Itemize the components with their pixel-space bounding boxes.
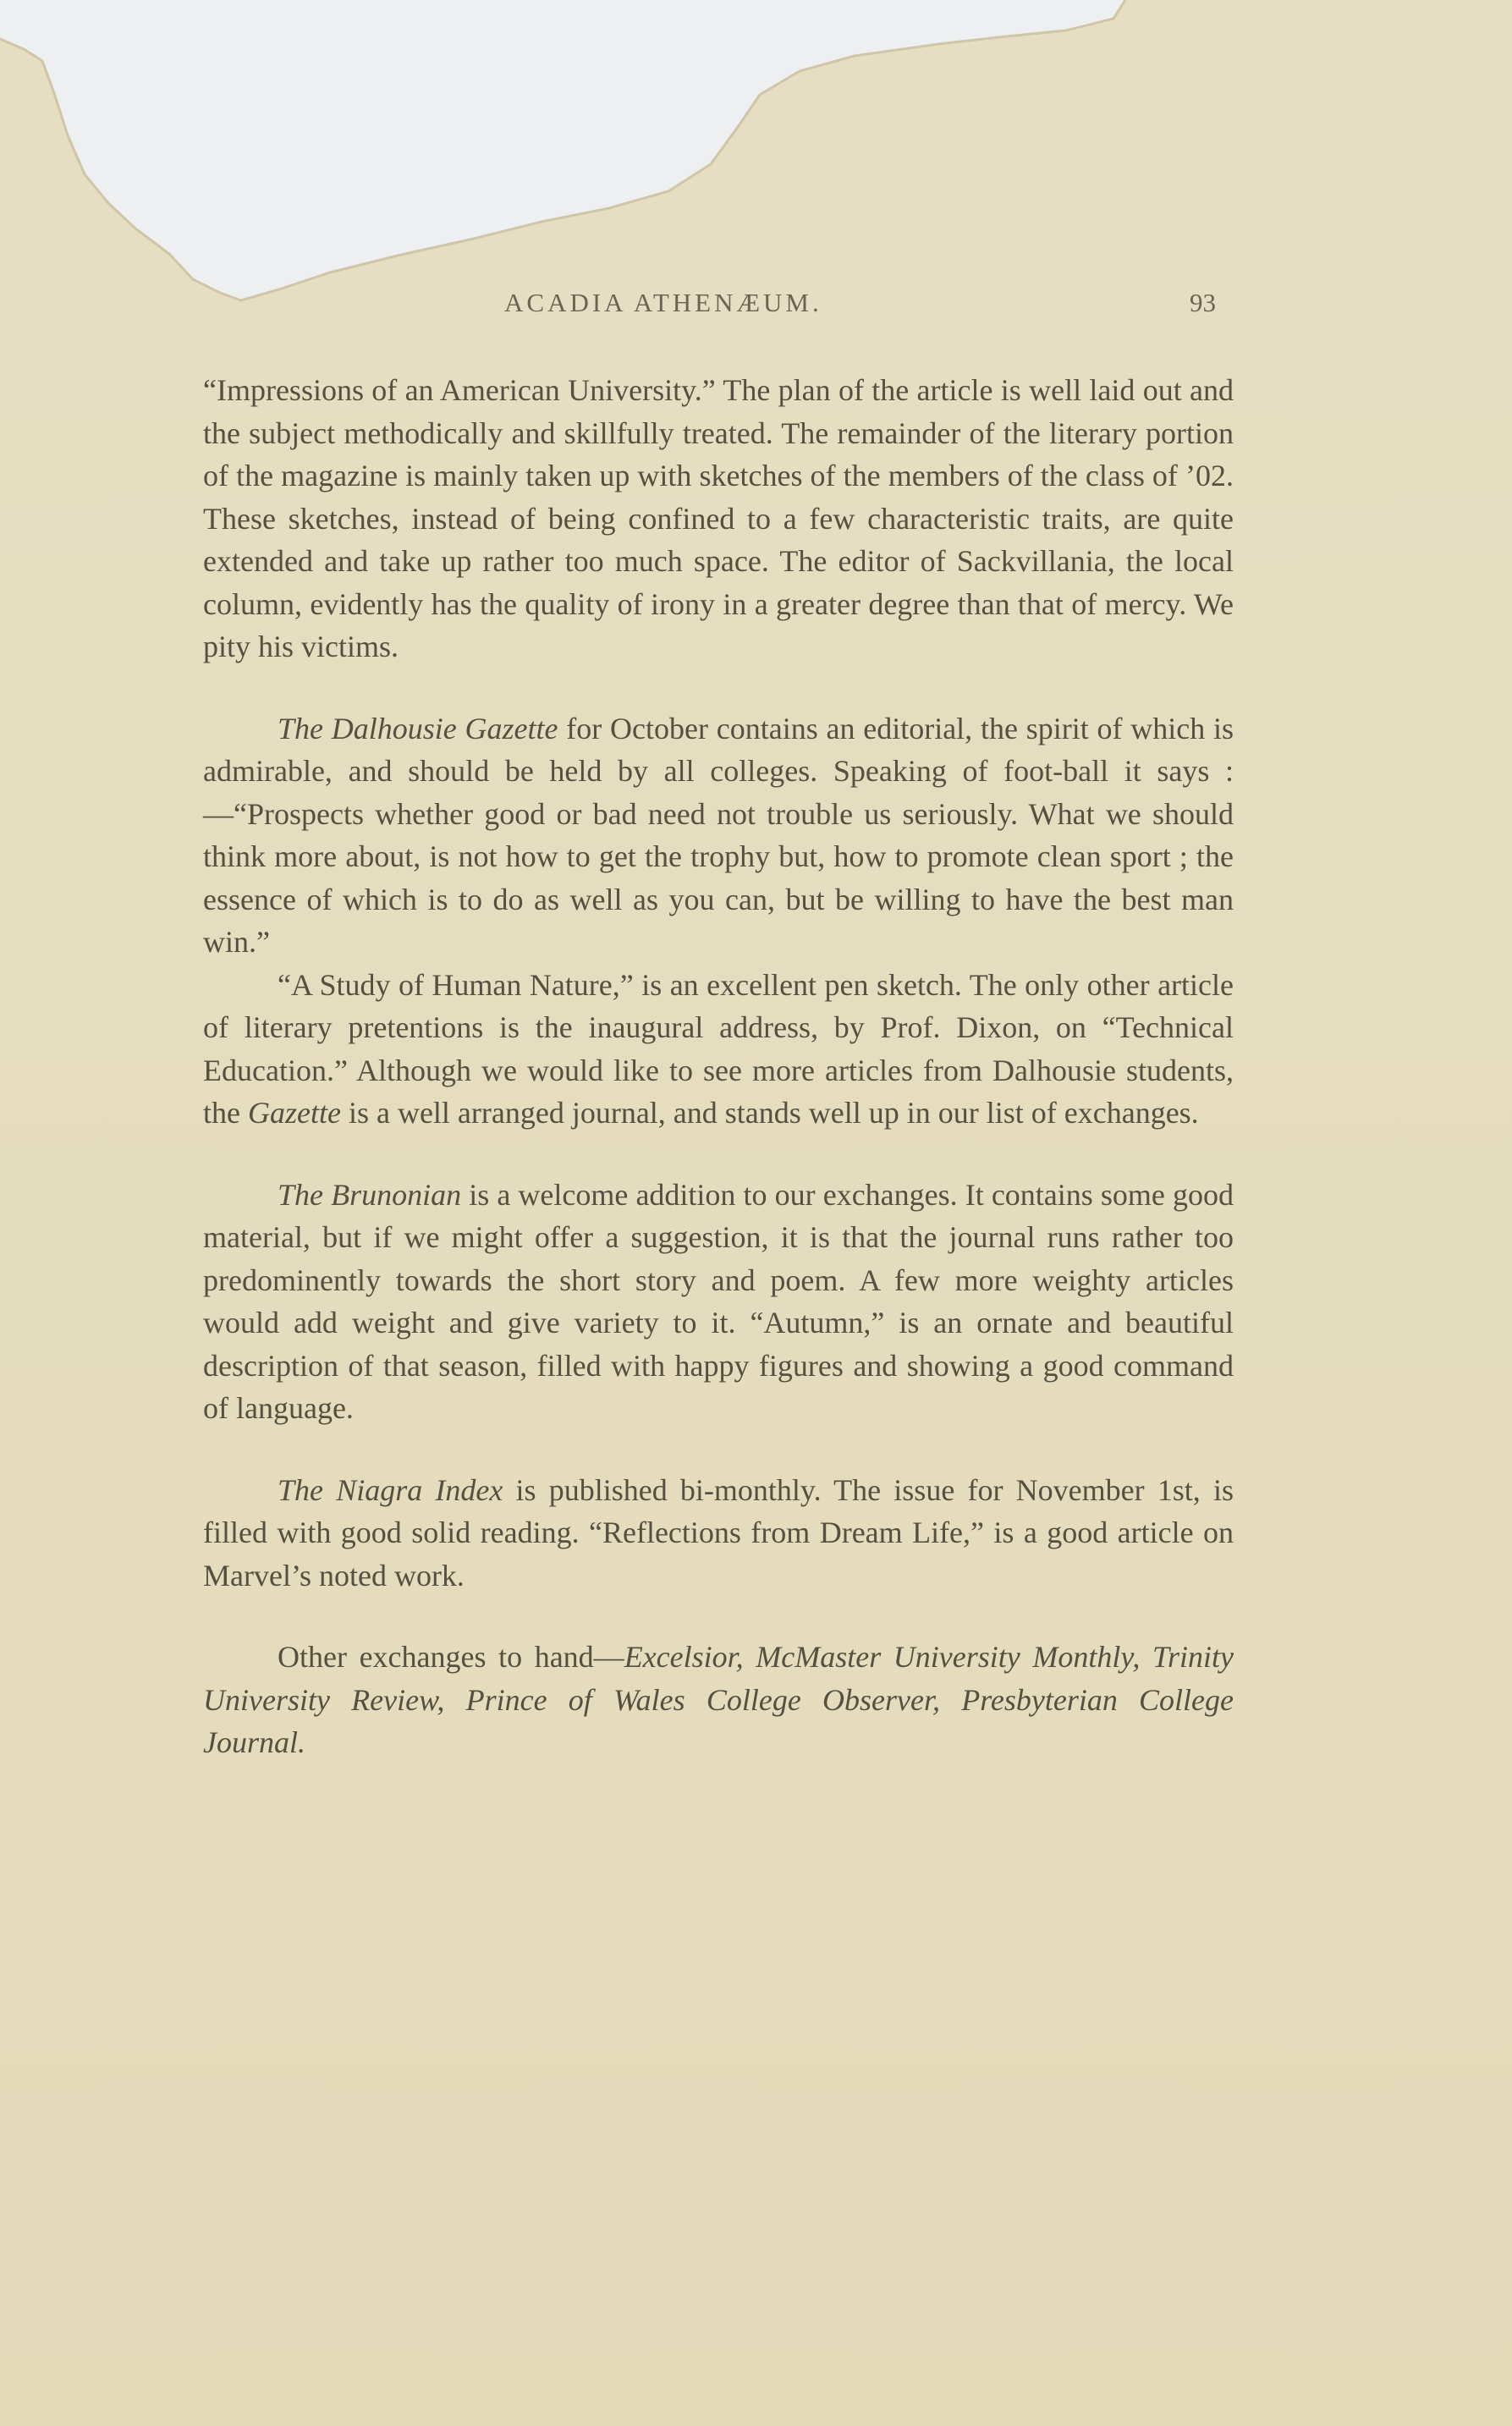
paragraph-brunonian — [203, 1174, 1234, 1430]
niagra-text: is published bi-monthly. The issue for November 1st, is filled with good solid reading. “Reflections from Dream Life,” is a good article on Marvel’s noted work. — [203, 1472, 1234, 1593]
paragraph-dalhousie — [203, 707, 1234, 964]
paragraph-niagra — [203, 1469, 1234, 1598]
paragraph-impressions: “Impressions of an American University.” The plan of the article is well laid out and the subject methodically and skillfully treated. The remainder of the literary portion of the magazine is mainly taken up with sketches of the members of the class of ’02. These sketches, instead of being confined to a few characteristic traits, are quite extended and take up rather too much space. The editor of Sackvillania, the local column, evidently has the quality of irony in a greater degree than that of mercy. We pity his victims. — [203, 373, 1234, 663]
human-nature-text-a: “A Study of Human Nature,” is an excellent pen sketch. The only other article of literary pretentions is the inaugural address, by Prof. Dixon, on “Technical Education.” Although we would like to see more articles from Dalhousie students, the — [203, 967, 1234, 1130]
torn-corner — [0, 0, 1512, 305]
other-exchanges-lead: Other exchanges to hand— — [278, 1640, 624, 1674]
paragraph-human-nature — [203, 964, 1234, 1135]
article-body — [203, 369, 1234, 1764]
niagra-title: The Niagra Index — [278, 1472, 503, 1507]
journal-title: ACADIA ATHENÆUM. — [504, 288, 822, 317]
brunonian-title: The Brunonian — [278, 1177, 462, 1212]
human-nature-text-b: is a well arranged journal, and stands well up in our list of exchanges. — [340, 1096, 1199, 1130]
other-exchanges-titles: Excelsior, McMaster University Monthly, Trinity University Review, Prince of Wales College Observer, Presbyterian College Journal. — [203, 1640, 1234, 1759]
dalhousie-text: for October contains an editorial, the spirit of which is admirable, and should be held by all colleges. Speaking of foot-ball it says :—“Prospects whether good or bad need not trouble us seriously. What we should think more about, is not how to get the trophy but, how to promote clean sport ; the essence of which is to do as well as you can, but be willing to have the best man win.” — [203, 711, 1234, 959]
running-head — [0, 288, 1512, 330]
brunonian-text: is a welcome addition to our exchanges. It contains some good material, but if we might offer a suggestion, it is that the journal runs rather too predominently towards the short story and poem. A few more weighty articles would add weight and give variety to it. “Autumn,” is an ornate and beautiful description of that season, filled with happy figures and showing a good command of language. — [203, 1177, 1234, 1425]
gazette-title: Gazette — [247, 1096, 341, 1130]
page-number: 93 — [1190, 288, 1216, 317]
dalhousie-title: The Dalhousie Gazette — [278, 711, 558, 745]
paragraph-other-exchanges — [203, 1636, 1234, 1764]
